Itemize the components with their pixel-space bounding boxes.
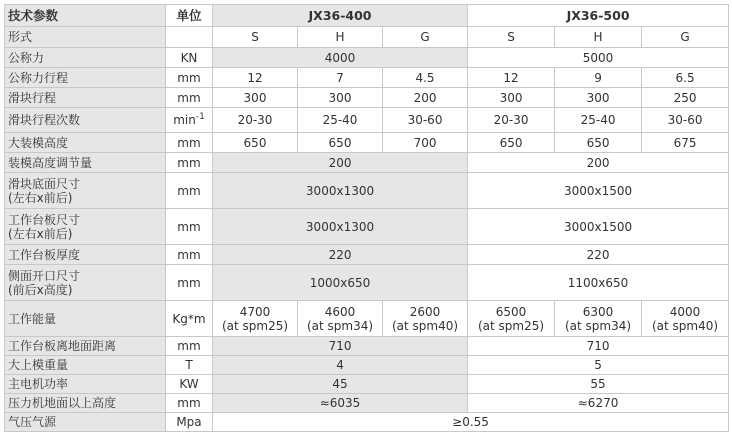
row-label: 工作能量 [5,301,166,337]
value-cell: ≈6270 [468,394,729,413]
spec-table [4,4,729,432]
value-cell: 300 [298,88,383,108]
value-cell [383,301,468,337]
row-unit: mm [166,68,213,88]
table-row [5,375,729,394]
row-label: 压力机地面以上高度 [5,394,166,413]
header-model-a: JX36-400 [213,5,468,27]
value-cell [298,301,383,337]
row-unit: KN [166,48,213,68]
row-label: 工作台板厚度 [5,245,166,265]
row-label: 大上模重量 [5,356,166,375]
row-label-line: 侧面开口尺寸 [8,268,81,283]
value-cell: 200 [383,88,468,108]
row-unit: mm [166,209,213,245]
row-label-line: 工作台板尺寸 [8,212,81,227]
row-label: 装模高度调节量 [5,153,166,173]
value-cell [468,301,555,337]
value-cell: 6.5 [642,68,729,88]
value-cell: 300 [468,88,555,108]
value-cell: 220 [468,245,729,265]
row-label: 滑块行程次数 [5,108,166,133]
value-cell: 25-40 [555,108,642,133]
value-cell: 200 [468,153,729,173]
value-cell: 650 [468,133,555,153]
value-cell: ≈6035 [213,394,468,413]
energy-note: (at spm40) [391,318,459,333]
row-unit [166,27,213,48]
energy-note: (at spm25) [477,318,545,333]
row-unit: mm [166,394,213,413]
value-cell [213,301,298,337]
value-cell: 300 [555,88,642,108]
table-row [5,394,729,413]
row-unit: mm [166,265,213,301]
value-cell: 700 [383,133,468,153]
table-row [5,356,729,375]
value-cell: 20-30 [468,108,555,133]
value-cell: 55 [468,375,729,394]
value-cell: 12 [468,68,555,88]
value-cell: 20-30 [213,108,298,133]
value-cell: 220 [213,245,468,265]
energy-value: 4600 [324,304,356,319]
table-row [5,173,729,209]
energy-note: (at spm34) [306,318,374,333]
table-row [5,245,729,265]
value-cell: 4 [213,356,468,375]
row-label-note: (前后x高度) [8,282,73,297]
table-row [5,265,729,301]
header-row [5,5,729,27]
row-label: 公称力行程 [5,68,166,88]
unit-base: min [173,113,196,127]
table-row [5,48,729,68]
header-unit: 单位 [166,5,213,27]
value-cell: 25-40 [298,108,383,133]
header-param: 技术参数 [5,5,166,27]
row-unit: mm [166,133,213,153]
type-cell: G [642,27,729,48]
value-cell: 5000 [468,48,729,68]
row-label: 气压气源 [5,413,166,432]
value-cell [555,301,642,337]
type-cell: S [213,27,298,48]
table-row [5,88,729,108]
value-cell: 30-60 [642,108,729,133]
row-unit: mm [166,153,213,173]
row-label: 主电机功率 [5,375,166,394]
energy-value: 6300 [582,304,614,319]
table-row [5,209,729,245]
table-row [5,301,729,337]
type-cell: H [555,27,642,48]
row-unit: mm [166,337,213,356]
row-label-line: 滑块底面尺寸 [8,176,81,191]
value-cell: 675 [642,133,729,153]
value-cell: 710 [468,337,729,356]
row-unit: mm [166,88,213,108]
row-label-note: (左右x前后) [8,226,73,241]
value-cell: 200 [213,153,468,173]
value-cell [642,301,729,337]
type-cell: S [468,27,555,48]
row-unit: KW [166,375,213,394]
value-cell: 3000x1500 [468,173,729,209]
type-cell: H [298,27,383,48]
row-label: 滑块行程 [5,88,166,108]
value-cell: 650 [555,133,642,153]
row-label [5,173,166,209]
row-label [5,209,166,245]
row-unit: mm [166,173,213,209]
table-row [5,337,729,356]
energy-note: (at spm25) [221,318,289,333]
value-cell: 45 [213,375,468,394]
value-cell: 250 [642,88,729,108]
value-cell: 1000x650 [213,265,468,301]
row-unit: Mpa [166,413,213,432]
unit-sup: -1 [195,112,205,122]
row-unit: T [166,356,213,375]
table-row [5,133,729,153]
row-unit: Kg*m [166,301,213,337]
row-label: 形式 [5,27,166,48]
table-row [5,27,729,48]
value-cell: 4.5 [383,68,468,88]
type-cell: G [383,27,468,48]
row-label: 大装模高度 [5,133,166,153]
header-model-b: JX36-500 [468,5,729,27]
value-cell: 4000 [213,48,468,68]
row-label: 工作台板离地面距离 [5,337,166,356]
row-label-note: (左右x前后) [8,190,73,205]
value-cell: 5 [468,356,729,375]
value-cell: 30-60 [383,108,468,133]
row-label: 公称力 [5,48,166,68]
energy-value: 4700 [239,304,271,319]
value-cell: 9 [555,68,642,88]
energy-note: (at spm40) [652,318,719,333]
value-cell: 300 [213,88,298,108]
value-cell: 3000x1500 [468,209,729,245]
table-row [5,413,729,432]
value-cell: 12 [213,68,298,88]
row-unit [166,108,213,133]
row-unit: mm [166,245,213,265]
energy-value: 2600 [409,304,441,319]
table-row [5,153,729,173]
value-cell: 1100x650 [468,265,729,301]
value-cell: ≥0.55 [213,413,729,432]
value-cell: 650 [298,133,383,153]
energy-note: (at spm34) [564,318,632,333]
table-row [5,108,729,133]
value-cell: 7 [298,68,383,88]
value-cell: 3000x1300 [213,209,468,245]
value-cell: 650 [213,133,298,153]
row-label [5,265,166,301]
energy-value: 6500 [495,304,527,319]
value-cell: 710 [213,337,468,356]
energy-value: 4000 [669,304,701,319]
value-cell: 3000x1300 [213,173,468,209]
table-row [5,68,729,88]
